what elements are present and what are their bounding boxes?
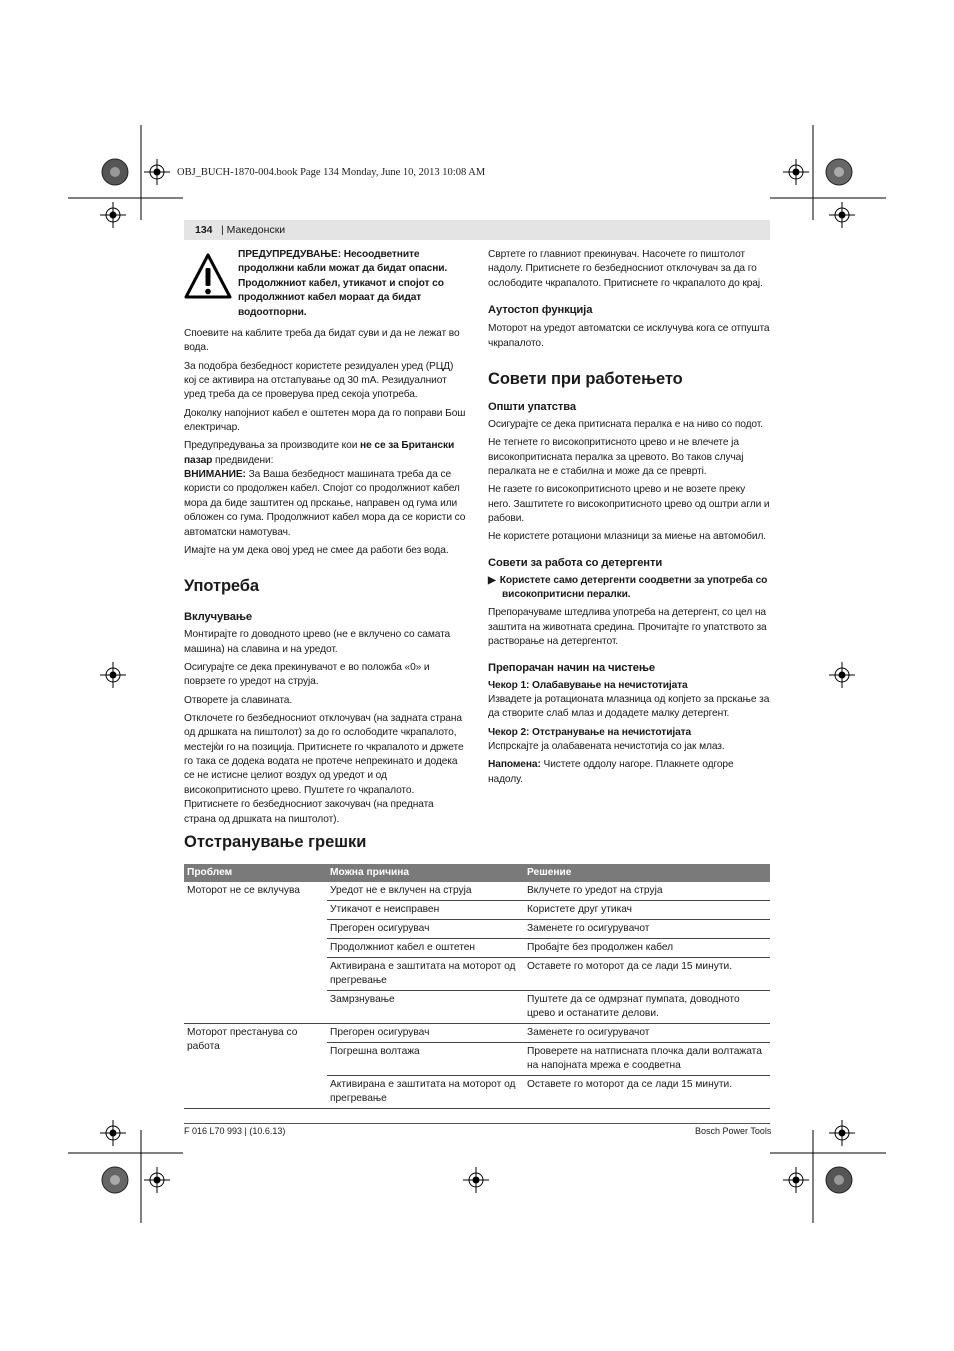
table-row bbox=[184, 1024, 770, 1043]
paragraph: Свртете го главниот прекинувач. Насочете го пиштолот надолу. Притиснете го безбедносниот отклочувач за да го ослободите чкрапалото. Притиснете го чкрапалото до крај. bbox=[488, 249, 763, 289]
cause-cell: Прегорен осигурувач bbox=[327, 920, 524, 939]
warning-text: ПРЕДУПРЕДУВАЊЕ: Несоодветните продолжни кабли можат да бидат опасни. Продолжниот кабел, утикачот и спојот со продолжниот кабел мораат да бидат водоотпорни. bbox=[238, 249, 448, 318]
text-run: предвидени: bbox=[212, 454, 274, 466]
header-separator: | bbox=[221, 224, 227, 236]
solution-cell: Вклучете го уредот на струја bbox=[524, 882, 770, 901]
solution-cell: Пробајте без продолжен кабел bbox=[524, 939, 770, 958]
book-meta-line: OBJ_BUCH-1870-004.book Page 134 Monday, June 10, 2013 10:08 AM bbox=[177, 167, 486, 178]
text-run: За Ваша безбедност машината треба да се користи со продолжен кабел. Спојот со продолжниот кабел мора да биде заштитен од прскање, направен од гума или обложен со гума. Продолжниот кабел мора да се користи со автоматски намотувач. bbox=[184, 469, 466, 538]
step2-title: Чекор 2: Отстранување на нечистотијата bbox=[488, 726, 692, 738]
paragraph: Препорачуваме штедлива употреба на детергент, со цел на заштита на животната средина. Прочитајте го упатството за растворање на детергентот. bbox=[488, 607, 767, 648]
header-language bbox=[221, 224, 285, 236]
column-header-problem: Проблем bbox=[184, 864, 327, 882]
subsection-title-autostop: Аутостоп функција bbox=[488, 304, 593, 317]
section-title-troubleshooting: Отстранување грешки bbox=[184, 833, 367, 851]
header-language-label: Македонски bbox=[226, 224, 286, 236]
paragraph: Испрскајте ја олабавената нечистотија со јак млаз. bbox=[488, 740, 725, 752]
cause-cell: Активирана е заштитата на моторот од прегревање bbox=[327, 1076, 524, 1109]
paragraph: Доколку напојниот кабел е оштетен мора да го поправи Бош електричар. bbox=[184, 407, 466, 434]
table-row bbox=[184, 882, 770, 901]
problem-cell: Моторот престанува со работа bbox=[184, 1024, 327, 1109]
paragraph: Не користете ротациони млазници за миење на автомобил. bbox=[488, 531, 767, 543]
table-header-row bbox=[184, 864, 770, 882]
bullet-item bbox=[488, 574, 770, 603]
solution-cell: Користете друг утикач bbox=[524, 901, 770, 920]
solution-cell: Проверете на натписната плочка дали волтажата на напојната мрежа е соодветна bbox=[524, 1043, 770, 1076]
cause-cell: Погрешна волтажа bbox=[327, 1043, 524, 1076]
paragraph bbox=[488, 758, 770, 787]
column-header-cause: Можна причина bbox=[327, 864, 524, 882]
left-column bbox=[184, 248, 466, 831]
attention-label: ВНИМАНИЕ: bbox=[184, 469, 246, 481]
troubleshooting-table bbox=[184, 864, 770, 1109]
cause-cell: Уредот не е вклучен на струја bbox=[327, 882, 524, 901]
warning-triangle-icon bbox=[184, 252, 232, 300]
bullet-arrow-icon: ▶ bbox=[488, 574, 496, 586]
cause-cell: Активирана е заштитата на моторот од прегревање bbox=[327, 958, 524, 991]
subsection-title-detergents: Совети за работа со детергенти bbox=[488, 556, 663, 569]
paragraph: Отклочете го безбедносниот отклочувач (на задната страна од дршката на пиштолот) за до го ослободите чкрапалото, местејќи го на позиција. Притиснете го чкрапалото и држете го така се додека водата не протече непрекинато и додека се не истисне целиот воздух од уредот и од високопритисното црево. Пуштете го чкрапалото. Притиснете го безбедносниот закочувач (на предната страна од дршката на пиштолот). bbox=[184, 712, 464, 825]
page-number: 134 bbox=[195, 224, 213, 236]
problem-cell: Моторот не се вклучува bbox=[184, 882, 327, 1024]
solution-cell: Оставете го моторот да се лади 15 минути. bbox=[524, 1076, 770, 1109]
solution-cell: Заменете го осигурувачот bbox=[524, 920, 770, 939]
text-run-bold: не се за Британски пазар bbox=[184, 440, 455, 466]
paragraph: Отворете ја славината. bbox=[184, 694, 293, 706]
paragraph: Извадете ја ротационата млазница од копјето за прскање за да створите слаб млаз и додадете малку детергент. bbox=[488, 693, 770, 720]
solution-cell: Заменете го осигурувачот bbox=[524, 1024, 770, 1043]
cause-cell: Прегорен осигурувач bbox=[327, 1024, 524, 1043]
paragraph: Монтирајте го доводното црево (не е вклучено со самата машина) на славина и на уредот. bbox=[184, 629, 451, 655]
right-column bbox=[488, 248, 770, 791]
footer-brand: Bosch Power Tools bbox=[695, 1126, 772, 1136]
paragraph: Споевите на каблите треба да бидат суви и да не лежат во вода. bbox=[184, 328, 460, 354]
paragraph: Моторот на уредот автоматски се исклучува кога се отпушта чкрапалото. bbox=[488, 323, 770, 349]
paragraph: За подобра безбедност користете резидуален уред (РЦД) кој се активира на отстапување од 30 mA. Резидуалниот уред треба да се проверува пред секоја употреба. bbox=[184, 360, 454, 401]
solution-cell: Оставете го моторот да се лади 15 минути. bbox=[524, 958, 770, 991]
cause-cell: Утикачот е неисправен bbox=[327, 901, 524, 920]
paragraph: Осигурајте се дека прекинувачот е во положба «0» и поврзете го уредот на струја. bbox=[184, 661, 430, 688]
paragraph: Имајте на ум дека овој уред не смее да работи без вода. bbox=[184, 544, 449, 556]
column-header-solution: Решение bbox=[524, 864, 770, 882]
paragraph bbox=[184, 439, 466, 468]
cause-cell: Замрзнување bbox=[327, 991, 524, 1024]
note-label: Напомена: bbox=[488, 759, 541, 771]
section-title-usage: Употреба bbox=[184, 577, 259, 596]
text-run: Предупредувања за производите кои bbox=[184, 440, 361, 452]
step1-title: Чекор 1: Олабавување на нечистотијата bbox=[488, 679, 688, 691]
paragraph: Не тегнете го високопритисното црево и не влечете ја високопритисната пералка за цревото. Во таков случај пералката не е стабилна и може да се превртi. bbox=[488, 437, 744, 478]
note-text: Чистете оддолу нагоре. Плакнете одгоре надолу. bbox=[488, 759, 734, 785]
footer-rule bbox=[184, 1123, 770, 1124]
solution-cell: Пуштете да се одмрзнат пумпата, доводното црево и останатите делови. bbox=[524, 991, 770, 1024]
paragraph bbox=[184, 468, 466, 540]
footer-doc-code: F 016 L70 993 | (10.6.13) bbox=[184, 1126, 286, 1136]
warning-block bbox=[184, 248, 466, 320]
paragraph: Осигурајте се дека притисната пералка е на ниво со подот. bbox=[488, 419, 763, 431]
subsection-title-general: Општи упатства bbox=[488, 401, 577, 414]
subsection-title-switch-on: Вклучување bbox=[184, 611, 253, 624]
cause-cell: Продолжниот кабел е оштетен bbox=[327, 939, 524, 958]
section-title-tips: Совети при работењето bbox=[488, 370, 683, 389]
paragraph: Не газете го високопритисното црево и не возете преку него. Заштитете го високопритисното црево од оштри агли и рабови. bbox=[488, 484, 770, 525]
subsection-title-cleaning: Препорачан начин на чистење bbox=[488, 661, 656, 674]
bullet-text: Користете само детергенти соодветни за употреба со високопритисни перaлки. bbox=[499, 574, 768, 601]
